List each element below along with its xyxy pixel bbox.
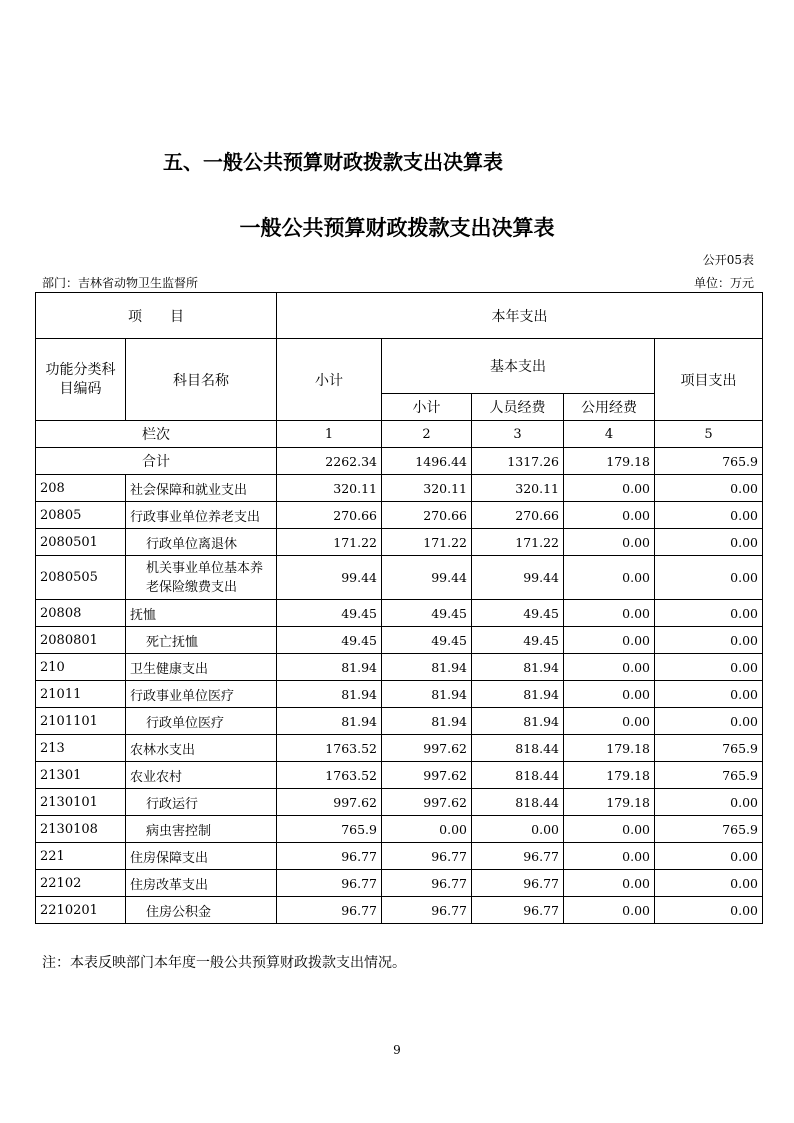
department-label: 部门：吉林省动物卫生监督所 bbox=[42, 276, 199, 290]
row-public-funds: 0.00 bbox=[564, 627, 655, 654]
row-subtotal: 765.9 bbox=[277, 816, 382, 843]
row-public-funds: 0.00 bbox=[564, 870, 655, 897]
table-row bbox=[36, 654, 763, 681]
row-project: 765.9 bbox=[655, 816, 763, 843]
column-index-label: 栏次 bbox=[36, 421, 277, 448]
total-subtotal: 2262.34 bbox=[277, 448, 382, 475]
header-public-funds: 公用经费 bbox=[564, 394, 655, 421]
row-name: 行政事业单位养老支出 bbox=[126, 502, 277, 529]
row-basic-subtotal: 997.62 bbox=[382, 762, 472, 789]
table-row bbox=[36, 789, 763, 816]
header-func-code: 功能分类科目编码 bbox=[36, 339, 126, 421]
row-subtotal: 171.22 bbox=[277, 529, 382, 556]
row-personnel: 96.77 bbox=[472, 843, 564, 870]
row-code: 20808 bbox=[36, 600, 126, 627]
header-row-2 bbox=[36, 339, 763, 394]
row-name: 行政运行 bbox=[126, 789, 277, 816]
col-index-5: 5 bbox=[655, 421, 763, 448]
row-basic-subtotal: 49.45 bbox=[382, 627, 472, 654]
row-project: 765.9 bbox=[655, 735, 763, 762]
row-subtotal: 96.77 bbox=[277, 897, 382, 924]
table-row bbox=[36, 897, 763, 924]
row-public-funds: 179.18 bbox=[564, 762, 655, 789]
row-personnel: 0.00 bbox=[472, 816, 564, 843]
row-personnel: 818.44 bbox=[472, 735, 564, 762]
row-public-funds: 0.00 bbox=[564, 681, 655, 708]
row-subtotal: 49.45 bbox=[277, 627, 382, 654]
row-personnel: 270.66 bbox=[472, 502, 564, 529]
row-name: 卫生健康支出 bbox=[126, 654, 277, 681]
total-row bbox=[36, 448, 763, 475]
row-public-funds: 0.00 bbox=[564, 708, 655, 735]
table-row bbox=[36, 843, 763, 870]
row-basic-subtotal: 96.77 bbox=[382, 843, 472, 870]
table-note: 注：本表反映部门本年度一般公共预算财政拨款支出情况。 bbox=[42, 955, 406, 971]
row-subtotal: 1763.52 bbox=[277, 735, 382, 762]
row-code: 22102 bbox=[36, 870, 126, 897]
total-public-funds: 179.18 bbox=[564, 448, 655, 475]
row-code: 21011 bbox=[36, 681, 126, 708]
header-personnel: 人员经费 bbox=[472, 394, 564, 421]
row-code: 221 bbox=[36, 843, 126, 870]
row-subtotal: 49.45 bbox=[277, 600, 382, 627]
row-project: 0.00 bbox=[655, 627, 763, 654]
row-subtotal: 96.77 bbox=[277, 870, 382, 897]
header-subject-name: 科目名称 bbox=[126, 339, 277, 421]
row-code: 2080801 bbox=[36, 627, 126, 654]
row-personnel: 81.94 bbox=[472, 654, 564, 681]
row-basic-subtotal: 0.00 bbox=[382, 816, 472, 843]
row-code: 210 bbox=[36, 654, 126, 681]
row-public-funds: 0.00 bbox=[564, 502, 655, 529]
total-personnel: 1317.26 bbox=[472, 448, 564, 475]
row-project: 0.00 bbox=[655, 870, 763, 897]
header-row-1 bbox=[36, 293, 763, 339]
row-name: 农林水支出 bbox=[126, 735, 277, 762]
row-project: 0.00 bbox=[655, 529, 763, 556]
row-personnel: 81.94 bbox=[472, 708, 564, 735]
row-basic-subtotal: 81.94 bbox=[382, 681, 472, 708]
row-project: 0.00 bbox=[655, 789, 763, 816]
row-basic-subtotal: 49.45 bbox=[382, 600, 472, 627]
row-subtotal: 81.94 bbox=[277, 708, 382, 735]
unit-label: 单位：万元 bbox=[693, 276, 754, 290]
row-subtotal: 99.44 bbox=[277, 556, 382, 600]
table-row bbox=[36, 529, 763, 556]
row-code: 2080501 bbox=[36, 529, 126, 556]
row-code: 2130108 bbox=[36, 816, 126, 843]
row-name: 农业农村 bbox=[126, 762, 277, 789]
row-project: 0.00 bbox=[655, 475, 763, 502]
row-project: 0.00 bbox=[655, 600, 763, 627]
row-personnel: 818.44 bbox=[472, 762, 564, 789]
table-row bbox=[36, 502, 763, 529]
header-project: 项目支出 bbox=[655, 339, 763, 421]
row-public-funds: 179.18 bbox=[564, 789, 655, 816]
row-project: 0.00 bbox=[655, 654, 763, 681]
row-public-funds: 0.00 bbox=[564, 654, 655, 681]
row-personnel: 49.45 bbox=[472, 627, 564, 654]
total-label: 合计 bbox=[36, 448, 277, 475]
row-name: 病虫害控制 bbox=[126, 816, 277, 843]
row-code: 2101101 bbox=[36, 708, 126, 735]
row-personnel: 96.77 bbox=[472, 870, 564, 897]
row-public-funds: 0.00 bbox=[564, 556, 655, 600]
row-basic-subtotal: 81.94 bbox=[382, 654, 472, 681]
row-code: 2210201 bbox=[36, 897, 126, 924]
row-subtotal: 270.66 bbox=[277, 502, 382, 529]
row-name: 死亡抚恤 bbox=[126, 627, 277, 654]
table-row bbox=[36, 681, 763, 708]
table-title: 一般公共预算财政拨款支出决算表 bbox=[239, 215, 555, 240]
row-project: 765.9 bbox=[655, 762, 763, 789]
row-personnel: 818.44 bbox=[472, 789, 564, 816]
row-name: 住房改革支出 bbox=[126, 870, 277, 897]
col-index-3: 3 bbox=[472, 421, 564, 448]
table-row bbox=[36, 475, 763, 502]
table-row bbox=[36, 816, 763, 843]
col-index-4: 4 bbox=[564, 421, 655, 448]
row-personnel: 320.11 bbox=[472, 475, 564, 502]
row-subtotal: 81.94 bbox=[277, 654, 382, 681]
table-row bbox=[36, 870, 763, 897]
header-item: 项 目 bbox=[36, 293, 277, 339]
table-row bbox=[36, 708, 763, 735]
row-basic-subtotal: 171.22 bbox=[382, 529, 472, 556]
row-subtotal: 320.11 bbox=[277, 475, 382, 502]
form-code: 公开05表 bbox=[702, 253, 754, 267]
row-name: 行政单位离退休 bbox=[126, 529, 277, 556]
expenditure-table bbox=[35, 292, 763, 924]
row-basic-subtotal: 99.44 bbox=[382, 556, 472, 600]
table-row bbox=[36, 627, 763, 654]
row-project: 0.00 bbox=[655, 681, 763, 708]
col-index-1: 1 bbox=[277, 421, 382, 448]
row-subtotal: 1763.52 bbox=[277, 762, 382, 789]
section-title: 五、一般公共预算财政拨款支出决算表 bbox=[163, 150, 503, 174]
header-current-year: 本年支出 bbox=[277, 293, 763, 339]
page-number: 9 bbox=[393, 1043, 401, 1057]
row-name: 行政单位医疗 bbox=[126, 708, 277, 735]
header-basic-subtotal: 小计 bbox=[382, 394, 472, 421]
row-name: 抚恤 bbox=[126, 600, 277, 627]
row-public-funds: 0.00 bbox=[564, 897, 655, 924]
row-basic-subtotal: 96.77 bbox=[382, 897, 472, 924]
table-row bbox=[36, 735, 763, 762]
row-personnel: 171.22 bbox=[472, 529, 564, 556]
row-name: 行政事业单位医疗 bbox=[126, 681, 277, 708]
row-project: 0.00 bbox=[655, 708, 763, 735]
row-subtotal: 81.94 bbox=[277, 681, 382, 708]
row-project: 0.00 bbox=[655, 556, 763, 600]
column-index-row bbox=[36, 421, 763, 448]
row-personnel: 81.94 bbox=[472, 681, 564, 708]
row-public-funds: 0.00 bbox=[564, 475, 655, 502]
row-project: 0.00 bbox=[655, 502, 763, 529]
table-row bbox=[36, 556, 763, 600]
row-basic-subtotal: 81.94 bbox=[382, 708, 472, 735]
row-project: 0.00 bbox=[655, 843, 763, 870]
row-name: 住房保障支出 bbox=[126, 843, 277, 870]
table-row bbox=[36, 600, 763, 627]
row-basic-subtotal: 96.77 bbox=[382, 870, 472, 897]
row-personnel: 99.44 bbox=[472, 556, 564, 600]
header-basic: 基本支出 bbox=[382, 339, 655, 394]
row-name: 社会保障和就业支出 bbox=[126, 475, 277, 502]
row-code: 208 bbox=[36, 475, 126, 502]
row-code: 21301 bbox=[36, 762, 126, 789]
total-project: 765.9 bbox=[655, 448, 763, 475]
col-index-2: 2 bbox=[382, 421, 472, 448]
row-code: 2130101 bbox=[36, 789, 126, 816]
row-basic-subtotal: 320.11 bbox=[382, 475, 472, 502]
row-public-funds: 0.00 bbox=[564, 816, 655, 843]
row-project: 0.00 bbox=[655, 897, 763, 924]
row-basic-subtotal: 997.62 bbox=[382, 735, 472, 762]
row-name: 住房公积金 bbox=[126, 897, 277, 924]
row-subtotal: 96.77 bbox=[277, 843, 382, 870]
row-code: 20805 bbox=[36, 502, 126, 529]
row-name: 机关事业单位基本养老保险缴费支出 bbox=[126, 556, 277, 600]
header-subtotal: 小计 bbox=[277, 339, 382, 421]
row-basic-subtotal: 997.62 bbox=[382, 789, 472, 816]
row-public-funds: 0.00 bbox=[564, 600, 655, 627]
row-code: 2080505 bbox=[36, 556, 126, 600]
row-public-funds: 0.00 bbox=[564, 843, 655, 870]
total-basic-subtotal: 1496.44 bbox=[382, 448, 472, 475]
row-basic-subtotal: 270.66 bbox=[382, 502, 472, 529]
row-personnel: 49.45 bbox=[472, 600, 564, 627]
row-subtotal: 997.62 bbox=[277, 789, 382, 816]
row-public-funds: 0.00 bbox=[564, 529, 655, 556]
row-public-funds: 179.18 bbox=[564, 735, 655, 762]
row-personnel: 96.77 bbox=[472, 897, 564, 924]
table-row bbox=[36, 762, 763, 789]
row-code: 213 bbox=[36, 735, 126, 762]
